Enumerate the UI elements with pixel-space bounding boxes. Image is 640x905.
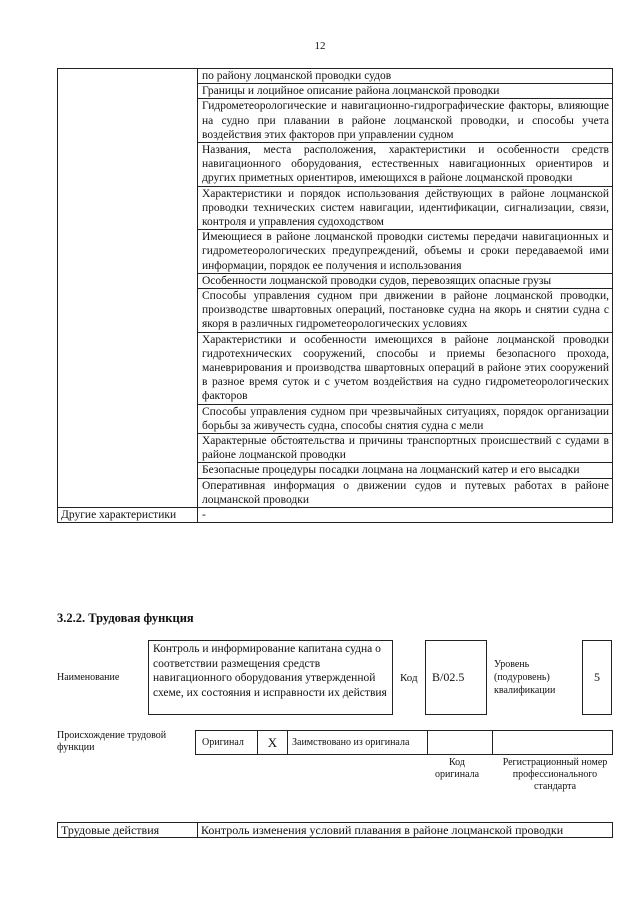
- table-cell: Границы и лоцийное описание района лоцманской проводки: [198, 84, 613, 99]
- origin-table: [195, 730, 613, 755]
- table-row: [58, 69, 613, 84]
- name-label: Наименование: [57, 672, 120, 683]
- level-box: 5: [582, 640, 612, 715]
- reg-number-label: Регистрационный номер профессионального стандарта: [502, 757, 608, 792]
- code-original-cell: [428, 731, 493, 755]
- table-cell: Гидрометеорологические и навигационно-гидрографические факторы, влияющие на судно при плавании в районе лоцманской проводки, и способы учета воздействия этих факторов при управлении судном: [198, 99, 613, 143]
- function-code-box: B/02.5: [425, 640, 487, 715]
- labor-actions-value: Контроль изменения условий плавания в районе лоцманской проводки: [198, 823, 613, 838]
- table-cell: Оперативная информация о движении судов и путевых работах в районе лоцманской проводки: [198, 478, 613, 507]
- original-mark: X: [258, 731, 288, 755]
- table-cell: Безопасные процедуры посадки лоцмана на лоцманский катер и его высадки: [198, 463, 613, 478]
- left-column-cell: [58, 69, 198, 508]
- table-cell: Названия, места расположения, характеристики и особенности средств навигационного оборудования, естественных навигационных ориентиров и других приметных ориентиров, имеющихся в районе лоцманской проводки: [198, 143, 613, 187]
- labor-actions-table: [57, 822, 613, 838]
- table-cell: Характеристики и особенности имеющихся в районе лоцманской проводки гидротехнических сооружений, способы и приемы безопасного прохода, маневрирования и производства швартовных операций в районе этих сооружений в разное время суток и с учетом воздействия на судно гидрометеорологических факторов: [198, 332, 613, 404]
- section-title: 3.2.2. Трудовая функция: [57, 611, 194, 625]
- table-cell: Способы управления судном при движении в районе лоцманской проводки, производстве швартовных операций, постановке судна на якорь и снятии судна с якоря в различных гидрометеорологических условиях: [198, 289, 613, 333]
- table-cell: Имеющиеся в районе лоцманской проводки системы передачи навигационных и гидрометеорологических предупреждений, объемы и сроки передаваемой ими информации, порядок ее получения и использования: [198, 230, 613, 274]
- table-row: [58, 508, 613, 523]
- code-original-label: Код оригинала: [434, 757, 480, 780]
- reg-number-cell: [493, 731, 613, 755]
- other-characteristics-label: Другие характеристики: [58, 508, 198, 523]
- origin-label: Происхождение трудовой функции: [57, 730, 167, 753]
- borrowed-cell: Заимствовано из оригинала: [288, 731, 428, 755]
- function-name-box: Контроль и информирование капитана судна о соответствии размещения средств навигационного оборудования утвержденной схеме, их состояния и исправности их действия: [148, 640, 393, 715]
- labor-actions-label: Трудовые действия: [58, 823, 198, 838]
- page-number: 12: [314, 40, 326, 52]
- table-cell: Особенности лоцманской проводки судов, перевозящих опасные грузы: [198, 273, 613, 288]
- code-label: Код: [400, 672, 418, 684]
- table-cell: Способы управления судном при чрезвычайных ситуациях, порядок организации борьбы за живучесть судна, способы снятия судна с мели: [198, 404, 613, 433]
- table-cell: Характерные обстоятельства и причины транспортных происшествий с судами в районе лоцманской проводки: [198, 434, 613, 463]
- table-cell: по району лоцманской проводки судов: [198, 69, 613, 84]
- original-cell: Оригинал: [196, 731, 258, 755]
- other-characteristics-value: -: [198, 508, 613, 523]
- level-label: Уровень (подуровень) квалификации: [494, 659, 556, 696]
- knowledge-table: [57, 68, 613, 523]
- table-cell: Характеристики и порядок использования действующих в районе лоцманской проводки технических систем навигации, идентификации, сигнализации, связи, контроля и управления судоходством: [198, 186, 613, 230]
